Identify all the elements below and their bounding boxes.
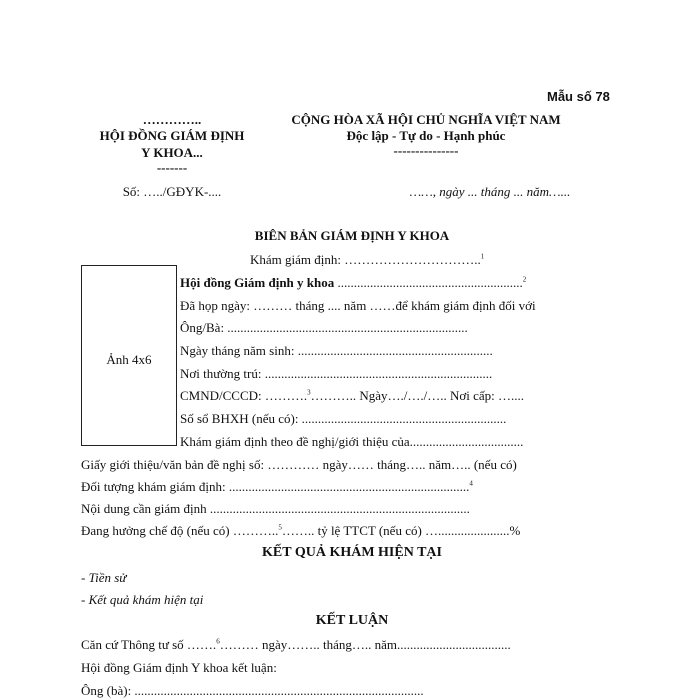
left-header-dots: ………….. [142, 112, 202, 127]
photo-placeholder [81, 265, 177, 446]
council-label: Hội đồng Giám định y khoa [180, 275, 335, 290]
footnote-4: 4 [469, 479, 473, 488]
residence-line: Nơi thường trú: ...................................................................... [180, 366, 493, 381]
footnote-2: 2 [522, 275, 527, 284]
exam-line [250, 252, 484, 268]
content-line: Nội dung cần giám định ................................................................................ [81, 501, 470, 516]
referral-line: Khám giám định theo đề nghị/giới thiệu của................................... [180, 434, 524, 449]
subject-text: Đối tượng khám giám định: .......................................................................... [81, 479, 470, 494]
id-card-issue: ……….. Ngày…./…./….. Nơi cấp: ….... [310, 388, 525, 403]
conclusion-person-line: Ông (bà): ......................................................................................... [81, 683, 424, 698]
right-header-divider: --------------- [393, 143, 459, 158]
birth-date-line: Ngày tháng năm sinh: ............................................................ [180, 343, 493, 358]
document-title: BIÊN BẢN GIÁM ĐỊNH Y KHOA [254, 228, 450, 243]
regime-line [81, 523, 520, 539]
meeting-line: Đã họp ngày: ……… tháng .... năm ……để khám giám định đối với [180, 298, 536, 313]
footnote-5: 5 [278, 523, 282, 532]
id-card-line [180, 388, 524, 404]
regime-rate: …….. tỷ lệ TTCT (nếu có) …......................% [281, 523, 521, 538]
footnote-6: 6 [216, 637, 220, 646]
basis-date: ……… ngày…….. tháng….. năm................................... [219, 637, 511, 652]
document-number: Số: …../GĐYK-.... [122, 184, 222, 199]
council-line [180, 275, 526, 291]
section-exam-results: KẾT QUẢ KHÁM HIỆN TẠI [262, 545, 442, 560]
council-name: HỘI ĐỒNG GIÁM ĐỊNH [99, 128, 245, 143]
basis-text: Căn cứ Thông tư số ……. [81, 637, 217, 652]
form-number: Mẫu số 78 [547, 89, 610, 104]
basis-line [81, 637, 511, 653]
national-motto: Độc lập - Tự do - Hạnh phúc [346, 128, 506, 143]
council-concludes-line: Hội đồng Giám định Y khoa kết luận: [81, 660, 277, 675]
footnote-1: 1 [480, 252, 485, 261]
section-conclusion: KẾT LUẬN [315, 613, 389, 628]
current-result-item: - Kết quả khám hiện tại [81, 592, 204, 607]
photo-label: Ảnh 4x6 [106, 352, 152, 367]
subject-line [81, 479, 473, 495]
footnote-3: 3 [307, 388, 311, 397]
exam-text: Khám giám định: ………………………….. [250, 252, 481, 267]
country-name: CỘNG HÒA XÃ HỘI CHỦ NGHĨA VIỆT NAM [291, 112, 561, 127]
history-item: - Tiền sử [81, 570, 127, 585]
regime-text: Đang hưởng chế độ (nếu có) ……….. [81, 523, 279, 538]
person-line: Ông/Bà: .......................................................................... [180, 320, 468, 335]
date-line: ……, ngày ... tháng ... năm…... [409, 184, 571, 199]
council-dots: ......................................................... [334, 275, 523, 290]
left-header-divider: ------- [156, 160, 188, 175]
id-card-text: CMND/CCCD: ………. [180, 388, 308, 403]
insurance-line: Số sổ BHXH (nếu có): ............................................................... [180, 411, 507, 426]
referral-document-line: Giấy giới thiệu/văn bản đề nghị số: ………… ngày…… tháng….. năm….. (nếu có) [81, 457, 517, 472]
council-name-line2: Y KHOA... [141, 145, 203, 160]
